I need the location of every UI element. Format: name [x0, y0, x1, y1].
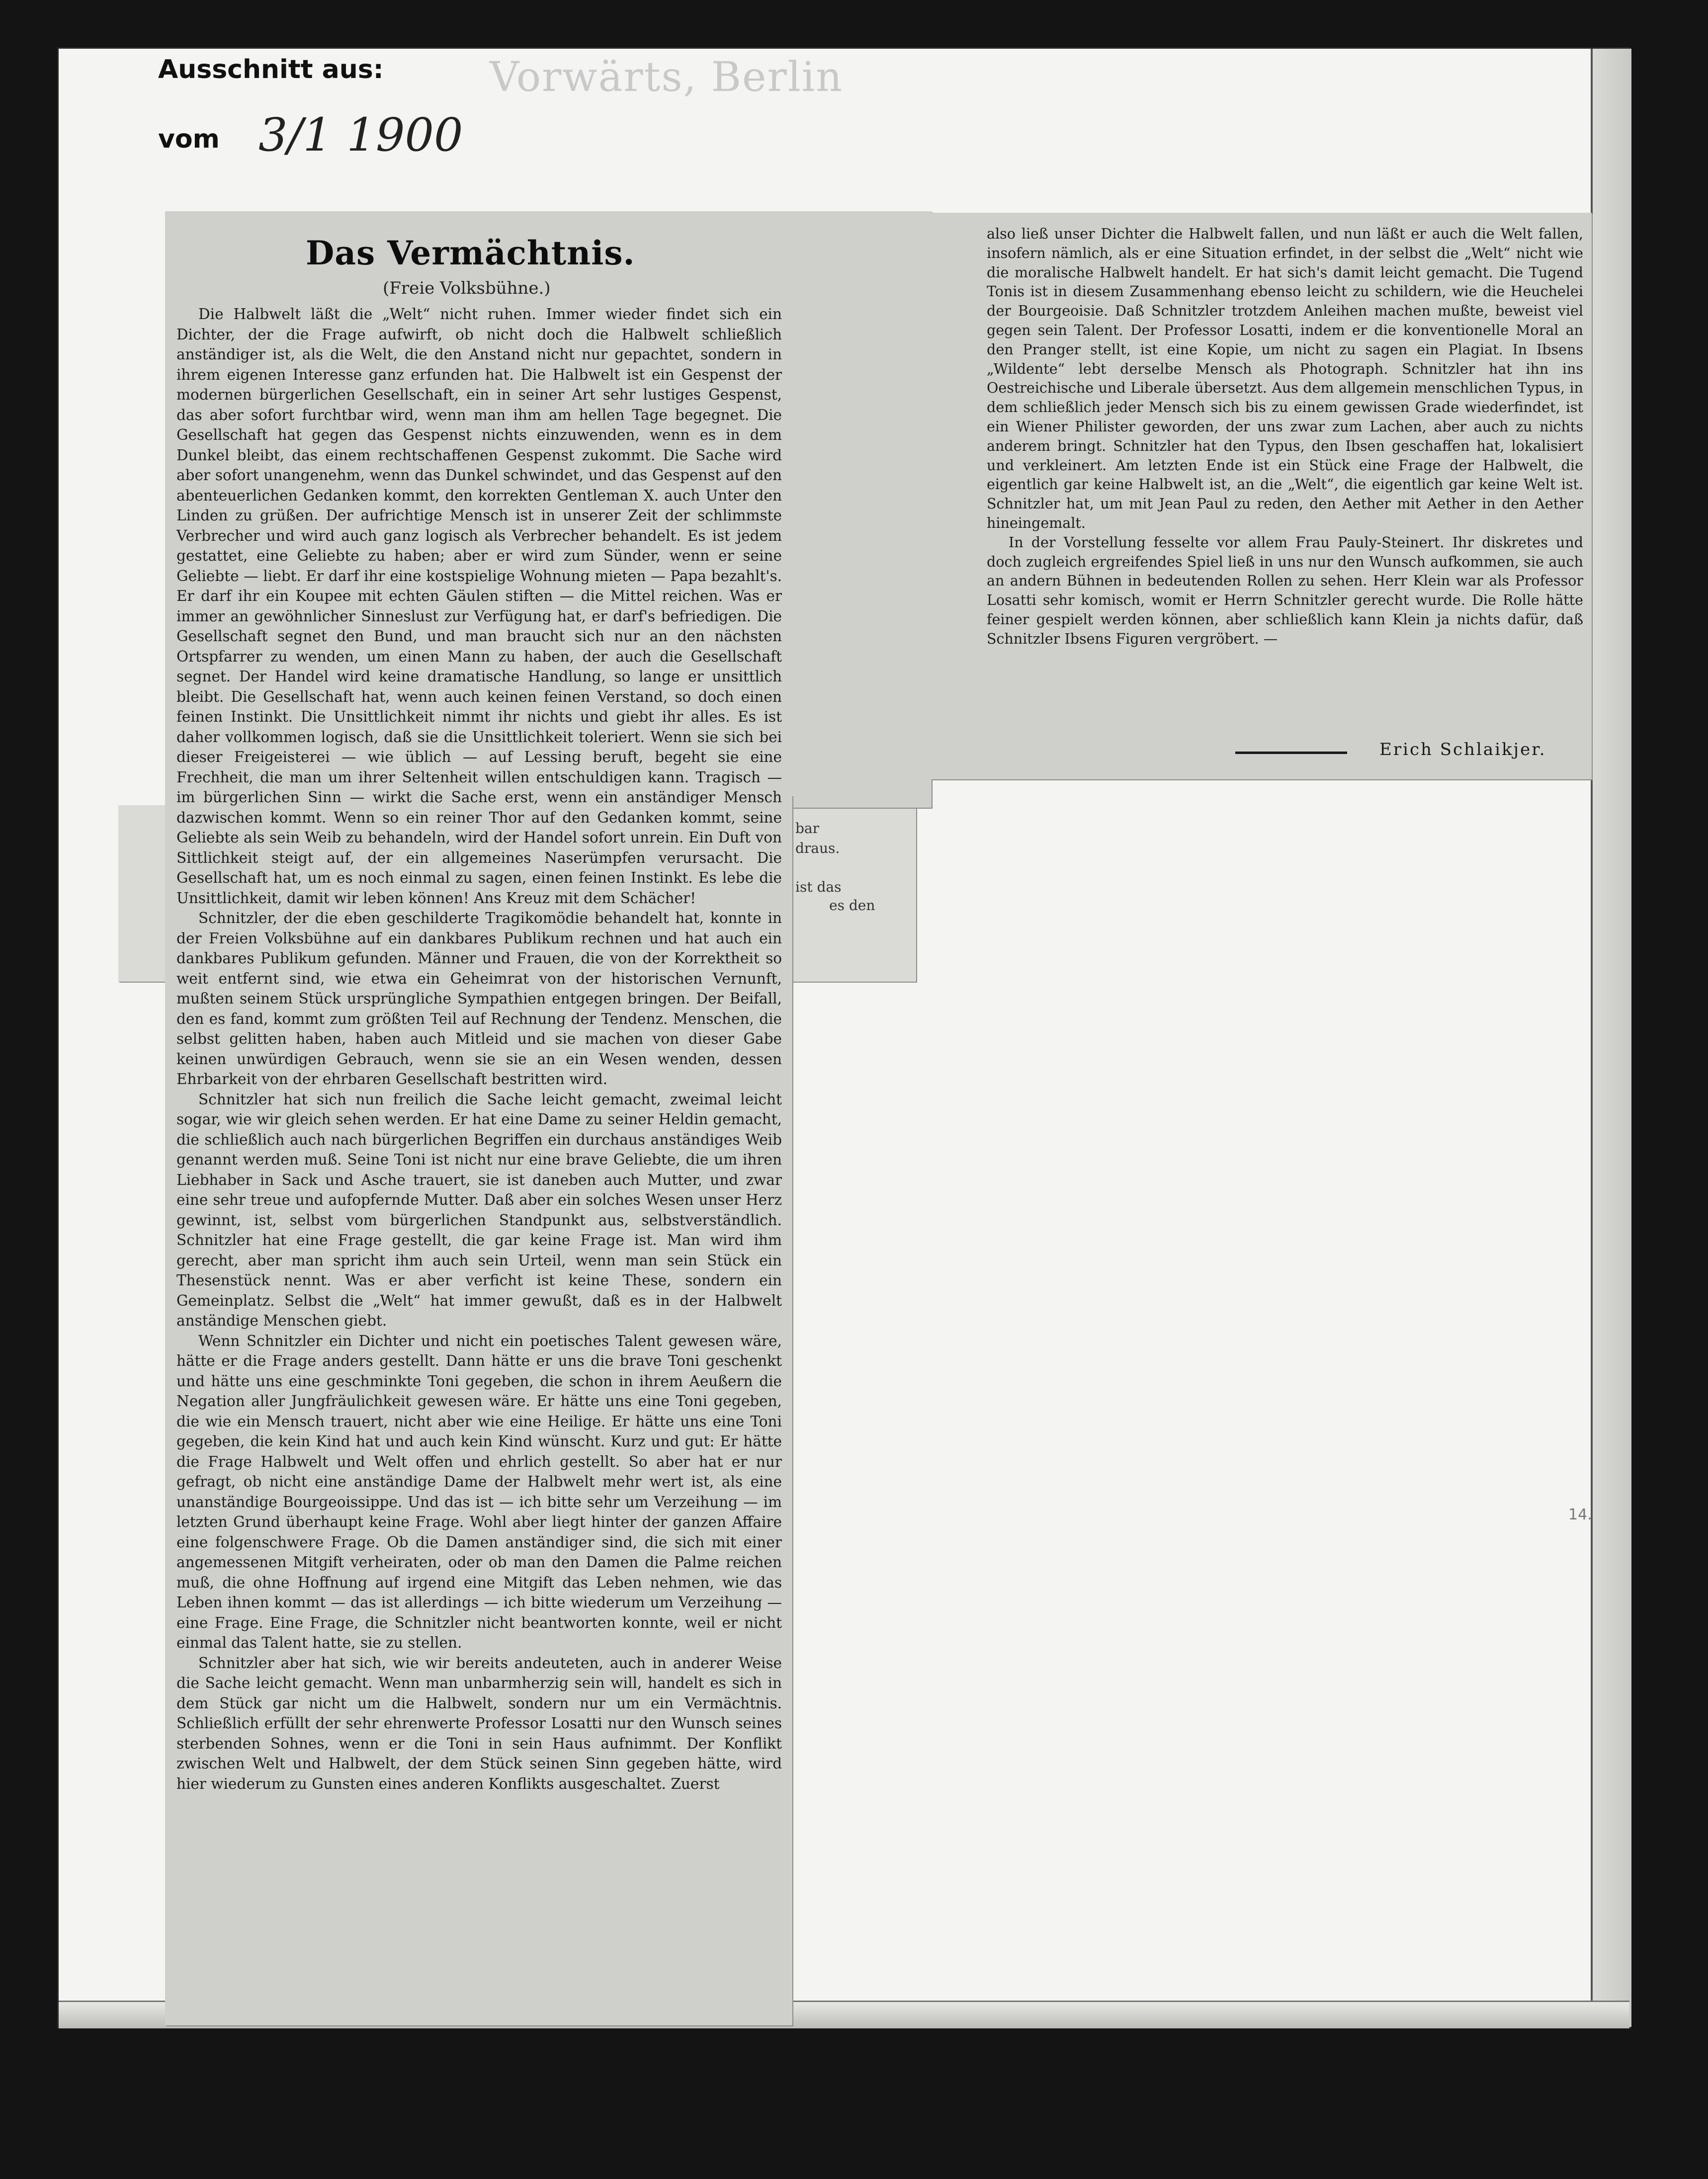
article-paragraph: Die Halbwelt läßt die „Welt“ nicht ruhen. Immer wieder findet sich ein Dichter, der die Frage aufwirft, ob nicht doch die Halbwelt schließlich anständiger ist, als die Welt, die den Anstand nicht nur gepachtet, sondern in ihrem eigenen Interesse ganz erfunden hat. Die Halbwelt ist ein Gespenst der modernen bürgerlichen Gesellschaft, ein in seiner Art sehr lustiges Gespenst, das aber sofort furchtbar wird, wenn man ihm am hellen Tage begegnet. Die Gesellschaft hat gegen das Gespenst nichts einzuwenden, wenn es in dem Dunkel bleibt, das einem rechtschaffenen Gespenst zukommt. Die Sache wird aber sofort unangenehm, wenn das Dunkel schwindet, und das Gespenst auf den abenteuerlichen Gedanken kommt, den korrekten Gentleman X. auch Unter den Linden zu grüßen. Der aufrichtige Mensch ist in unserer Zeit der schlimmste Verbrecher und wird auch ganz logisch als Verbrecher behandelt. Es ist jedem gestattet, eine Geliebte zu haben; aber er wird zum Sünder, wenn er seine Geliebte — liebt. Er darf ihr eine kostspielige Wohnung mieten — Papa bezahlt's. Er darf ihr ein Koupee mit echten Gäulen stiften — die Mittel reichen. Was er immer an gewöhnlicher Sinneslust zur Verfügung hat, er darf's befriedigen. Die Gesellschaft segnet den Bund, und man braucht sich nur an den nächsten Ortspfarrer zu wenden, um einen Mann zu haben, der auch die Gesellschaft segnet. Der Handel wird keine dramatische Handlung, so lange er unsittlich bleibt. Die Gesellschaft hat, wenn auch keinen feinen Verstand, so doch einen feinen Instinkt. Die Unsittlichkeit nimmt ihr nichts und giebt ihr alles. Es ist daher vollkommen logisch, daß sie die Unsittlichkeit toleriert. Wenn sie sich bei dieser Freigeisterei — wie üblich — auf Lessing beruft, begeht sie eine Frechheit, die man um ihrer Seltenheit willen entschuldigen kann. Tragisch — im bürgerlichen Sinn — wirkt die Sache erst, wenn ein anständiger Mensch dazwischen kommt. Wenn so ein reiner Thor auf den Gedanken kommt, seine Geliebte als sein Weib zu behandeln, wird der Handel sofort unrein. Ein Duft von Sittlichkeit steigt auf, der ein allgemeines Naserümpfen verursacht. Die Gesellschaft hat, um es noch einmal zu sagen, einen feinen Instinkt. Es lebe die Unsittlichkeit, damit wir leben können! Ans Kreuz mit dem Schächer! [176, 306, 782, 907]
article-column-right [987, 225, 1583, 649]
article-paragraph: Schnitzler aber hat sich, wie wir bereits andeuteten, auch in anderer Weise die Sache leicht gemacht. Wenn man unbarmherzig sein will, handelt es sich in dem Stück gar nicht um die Halbwelt, sondern nur um ein Vermächtnis. Schließlich erfüllt der sehr ehrenwerte Professor Losatti nur den Wunsch seines sterbenden Sohnes, wenn er die Toni in sein Haus aufnimmt. Der Konflikt zwischen Welt und Halbwelt, der dem Stück seinen Sinn gegeben hätte, wird hier wiederum zu Gunsten eines anderen Konflikts ausgeschaltet. Zuerst [176, 1654, 782, 1792]
article-paragraph: In der Vorstellung fesselte vor allem Frau Pauly-Steinert. Ihr diskretes und doch zugleich ergreifendes Spiel ließ in uns nur den Wunsch aufkommen, sie auch an andern Bühnen in bedeutenden Rollen zu sehen. Herr Klein war als Professor Losatti sehr komisch, womit er Herrn Schnitzler gerecht wurde. Die Rolle hätte feiner gespielt werden können, aber schließlich kann Klein ja nichts dafür, daß Schnitzler Ibsens Figuren vergröbert. — [987, 534, 1583, 647]
underlay-fragment: es den [829, 897, 875, 914]
clip-label: Ausschnitt aus: [158, 55, 384, 84]
article-paragraph: also ließ unser Dichter die Halbwelt fallen, und nun läßt er auch die Welt fallen, insofern nämlich, als er eine Situation erfindet, in der selbst die „Welt“ nicht wie die moralische Halbwelt handelt. Er hat sich's damit leicht gemacht. Die Tugend Tonis ist in diesem Zusammenhang ebenso leicht zu schildern, wie die Heuchelei der Bourgeoisie. Daß Schnitzler trotzdem Anleihen machen mußte, beweist viel gegen sein Talent. Der Professor Losatti, indem er die konventionelle Moral an den Pranger stellt, ist eine Kopie, um nicht zu sagen ein Plagiat. In Ibsens „Wildente“ lebt derselbe Mensch als Photograph. Schnitzler hat ihn ins Oestreichische und Liberale übersetzt. Aus dem allgemein menschlichen Typus, in dem schließlich jeder Mensch sich bis zu einem gewissen Grade wiederfindet, ist ein Wiener Philister geworden, der uns zwar zum Lachen, aber auch zu nichts anderem bringt. Schnitzler hat den Typus, den Ibsen geschaffen hat, lokalisiert und verkleinert. Am letzten Ende ist ein Stück eine Frage der Halbwelt, die eigentlich gar keine Halbwelt ist, an die „Welt“, die eigentlich gar keine Welt ist. Schnitzler hat, um mit Jean Paul zu reden, den Aether mit Aether in den Aether hineingemalt. [987, 226, 1583, 531]
handwritten-date: 3/1 1900 [258, 108, 463, 162]
author-signature: Erich Schlaikjer. [1379, 740, 1546, 759]
article-paragraph: Schnitzler, der die eben geschilderte Tragikomödie behandelt hat, konnte in der Freien Volksbühne auf ein dankbares Publikum rechnen und hat auch ein dankbares Publikum gefunden. Männer und Frauen, die von der Korrektheit so weit entfernt sind, wie etwa ein Geheimrat von der historischen Vernunft, mußten seinem Stück ursprüngliche Sympathien entgegen bringen. Der Beifall, den es fand, kommt zum größten Teil auf Rechnung der Tendenz. Menschen, die selbst gelitten haben, haben auch Mitleid und sie machen von dieser Gabe keinen unwürdigen Gebrauch, wenn sie sie an ein Wesen wenden, dessen Ehrbarkeit von der ehrbaren Gesellschaft bestritten wird. [176, 910, 782, 1088]
underlay-fragment: ist das [795, 879, 842, 895]
article-subtitle: (Freie Volksbühne.) [383, 278, 551, 298]
article-title: Das Vermächtnis. [306, 234, 635, 272]
signature-rule [1235, 752, 1347, 754]
date-label: vom [158, 124, 220, 154]
underlay-fragment: draus. [795, 840, 840, 856]
underlay-fragment: bar [795, 820, 820, 837]
sheet-right-edge [1591, 49, 1631, 2027]
article-paragraph: Schnitzler hat sich nun freilich die Sache leicht gemacht, zweimal leicht sogar, wie wir gleich sehen werden. Er hat eine Dame zu seiner Heldin gemacht, die schließlich auch nach bürgerlichen Begriffen ein durchaus anständiges Weib genannt werden muß. Seine Toni ist nicht nur eine brave Geliebte, die um ihren Liebhaber in Sack und Asche trauert, sie ist daneben auch Mutter, und zwar eine sehr treue und aufopfernde Mutter. Daß aber ein solches Wesen unser Herz gewinnt, ist, selbst vom bürgerlichen Standpunkt aus, selbstverständlich. Schnitzler hat eine Frage gestellt, die gar keine Frage ist. Man wird ihm gerecht, aber man spricht ihm auch sein Urteil, wenn man sein Stück ein Thesenstück nennt. Was er aber verficht ist keine These, sondern ein Gemeinplatz. Selbst die „Welt“ hat immer gewußt, daß es in der Halbwelt anständige Menschen giebt. [176, 1090, 782, 1329]
pencil-mark: 14. [1568, 1506, 1592, 1523]
article-column-left [176, 304, 782, 1794]
source-stamp: Vorwärts, Berlin [490, 54, 843, 101]
article-paragraph: Wenn Schnitzler ein Dichter und nicht ein poetisches Talent gewesen wäre, hätte er die Frage anders gestellt. Dann hätte er uns die brave Toni geschenkt und hätte uns eine geschminkte Toni gegeben, die schon in ihrem Aeußern die Negation aller Jungfräulichkeit gewesen wäre. Er hätte uns eine Toni gegeben, die wie ein Mensch trauert, nicht aber wie eine Heilige. Er hätte uns eine Toni gegeben, die kein Kind hat und auch kein Kind wünscht. Kurz und gut: Er hätte die Frage Halbwelt und Welt offen und ehrlich gestellt. So aber hat er nur gefragt, ob nicht eine anständige Dame der Halbwelt mehr wert ist, als eine unanständige Bourgeoissippe. Und das ist — ich bitte sehr um Verzeihung — im letzten Grund überhaupt keine Frage. Wohl aber liegt hinter der ganzen Affaire eine folgenschwere Frage. Ob die Damen anständiger sind, die sich mit einer angemessenen Mitgift verheiraten, oder ob man den Damen die Palme reichen muß, die ohne Hoffnung auf irgend eine Mitgift das Leben nehmen, wie das Leben ihnen kommt — das ist allerdings — ich bitte wiederum um Verzeihung — eine Frage. Eine Frage, die Schnitzler nicht beantworten konnte, weil er nicht einmal das Talent hatte, sie zu stellen. [176, 1332, 782, 1651]
